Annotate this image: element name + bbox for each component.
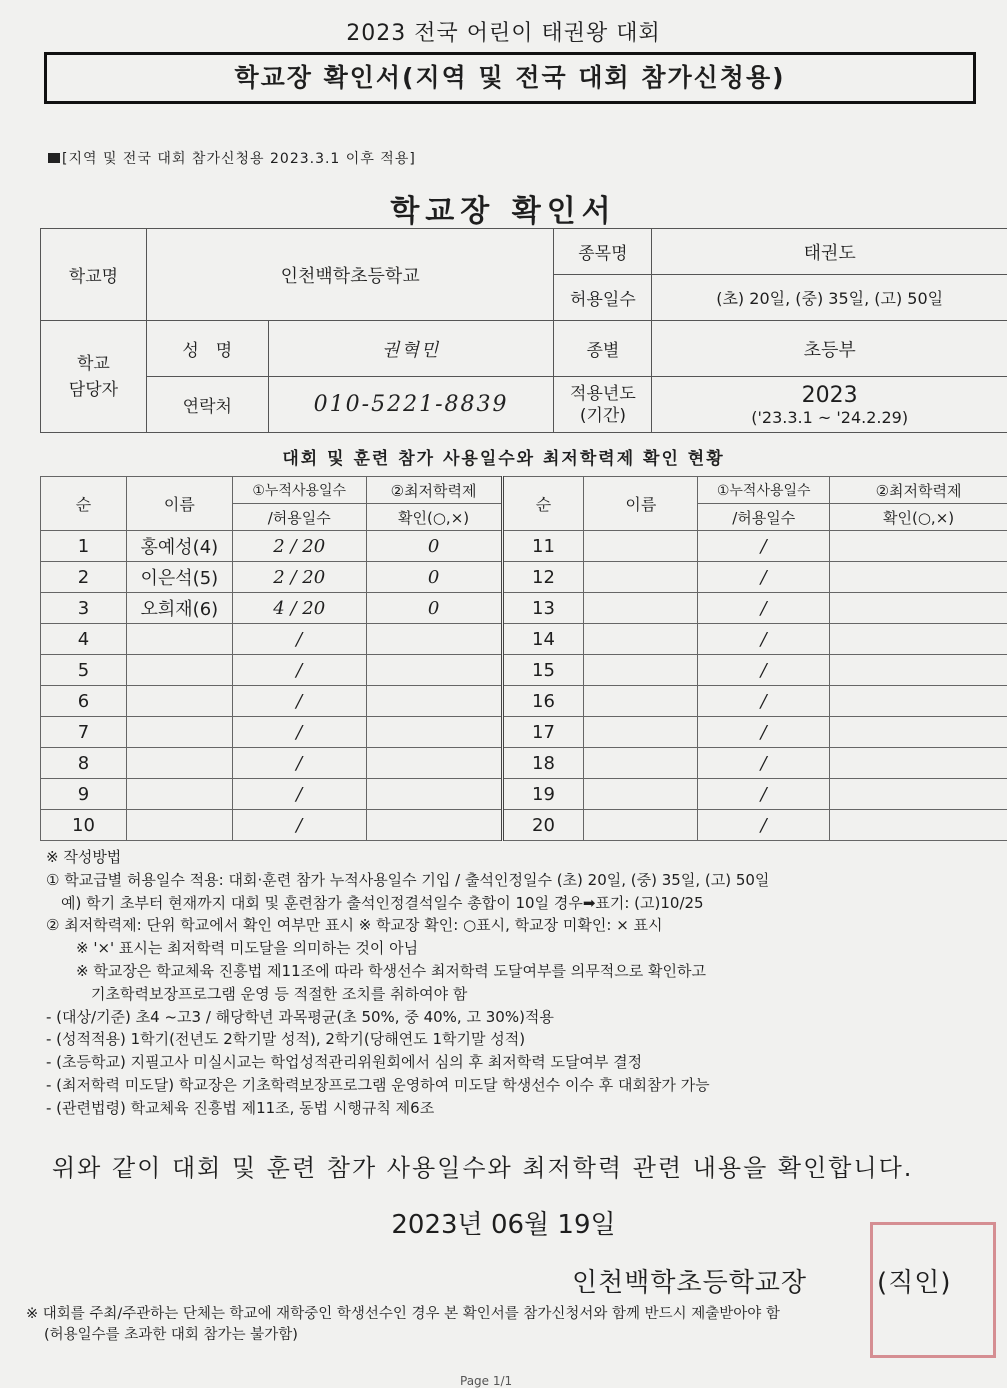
table-row bbox=[41, 624, 1007, 655]
academic-check bbox=[830, 779, 1007, 810]
student-name bbox=[584, 748, 698, 779]
seal-label: (직인) bbox=[877, 1268, 952, 1298]
row-number: 19 bbox=[502, 779, 584, 810]
days-used: / bbox=[698, 562, 830, 593]
section-title: 대회 및 훈련 참가 사용일수와 최저학력제 확인 현황 bbox=[0, 444, 1007, 469]
academic-check bbox=[366, 686, 502, 717]
student-name bbox=[126, 655, 232, 686]
student-name bbox=[584, 562, 698, 593]
days-used: / bbox=[232, 810, 366, 841]
footnote-line-2: (허용일수를 초과한 대회 참가는 불가함) bbox=[26, 1325, 780, 1346]
student-name: 홍예성(4) bbox=[126, 531, 232, 562]
days-used: / bbox=[698, 624, 830, 655]
event-title: 2023 전국 어린이 태권왕 대회 bbox=[0, 16, 1007, 47]
academic-check bbox=[366, 779, 502, 810]
row-number: 11 bbox=[502, 531, 584, 562]
square-bullet-icon bbox=[48, 153, 60, 163]
academic-check: 0 bbox=[366, 531, 502, 562]
row-number: 7 bbox=[41, 717, 127, 748]
manager-name-handwritten: 권혁민 bbox=[268, 321, 554, 377]
days-used: / bbox=[698, 779, 830, 810]
header-acad-left: ②최저학력제 bbox=[366, 477, 502, 504]
row-number: 8 bbox=[41, 748, 127, 779]
instruction-line: ※ 학교장은 학교체육 진흥법 제11조에 따라 학생선수 최저학력 도달여부를 의무적으로 확인하고 bbox=[46, 960, 996, 983]
signer-name: 인천백학초등학교장 bbox=[572, 1268, 807, 1298]
student-name bbox=[126, 810, 232, 841]
period-value: ('23.3.1 ~ '24.2.29) bbox=[652, 408, 1007, 427]
header-no-left: 순 bbox=[41, 477, 127, 531]
row-number: 4 bbox=[41, 624, 127, 655]
header-acad-left-sub: 확인(○,×) bbox=[366, 504, 502, 531]
academic-check bbox=[830, 717, 1007, 748]
header-acad-right-sub: 확인(○,×) bbox=[830, 504, 1007, 531]
row-number: 12 bbox=[502, 562, 584, 593]
year-cell bbox=[652, 377, 1007, 433]
days-used: / bbox=[698, 686, 830, 717]
academic-check: 0 bbox=[366, 562, 502, 593]
header-days-left: ①누적사용일수 bbox=[232, 477, 366, 504]
principal-signature-line bbox=[572, 1262, 952, 1299]
row-number: 18 bbox=[502, 748, 584, 779]
instruction-line: ※ 작성방법 bbox=[46, 846, 996, 869]
row-number: 14 bbox=[502, 624, 584, 655]
days-used: / bbox=[698, 810, 830, 841]
student-name bbox=[584, 810, 698, 841]
academic-check bbox=[830, 748, 1007, 779]
student-name bbox=[126, 779, 232, 810]
academic-check bbox=[830, 655, 1007, 686]
student-name bbox=[126, 624, 232, 655]
participation-table bbox=[40, 476, 1007, 841]
student-name bbox=[126, 748, 232, 779]
header-days-right-sub: /허용일수 bbox=[698, 504, 830, 531]
student-name: 이은석(5) bbox=[126, 562, 232, 593]
category-label: 종별 bbox=[554, 321, 652, 377]
row-number: 13 bbox=[502, 593, 584, 624]
student-name bbox=[584, 655, 698, 686]
days-used: / bbox=[232, 748, 366, 779]
row-number: 6 bbox=[41, 686, 127, 717]
academic-check bbox=[830, 624, 1007, 655]
header-days-left-sub: /허용일수 bbox=[232, 504, 366, 531]
student-name bbox=[126, 717, 232, 748]
applicability-notice bbox=[48, 148, 416, 168]
student-name bbox=[126, 686, 232, 717]
table-row bbox=[41, 717, 1007, 748]
row-number: 17 bbox=[502, 717, 584, 748]
header-name-left: 이름 bbox=[126, 477, 232, 531]
event-label: 종목명 bbox=[554, 229, 652, 275]
school-label: 학교명 bbox=[41, 229, 147, 321]
row-number: 10 bbox=[41, 810, 127, 841]
instruction-line: - (초등학교) 지필고사 미실시교는 학업성적관리위원회에서 심의 후 최저학력 도달여부 결정 bbox=[46, 1051, 996, 1074]
table-row bbox=[41, 810, 1007, 841]
name-label: 성 명 bbox=[146, 321, 268, 377]
academic-check bbox=[830, 593, 1007, 624]
student-name bbox=[584, 686, 698, 717]
notice-text: [지역 및 전국 대회 참가신청용 2023.3.1 이후 적용] bbox=[62, 151, 416, 167]
days-used: / bbox=[698, 655, 830, 686]
instruction-line: ※ '×' 표시는 최저학력 미도달을 의미하는 것이 아님 bbox=[46, 937, 996, 960]
row-number: 16 bbox=[502, 686, 584, 717]
event-value: 태권도 bbox=[652, 229, 1007, 275]
instruction-line: - (관련법령) 학교체육 진흥법 제11조, 동법 시행규칙 제6조 bbox=[46, 1097, 996, 1120]
table-row bbox=[41, 531, 1007, 562]
year-label: 적용년도 (기간) bbox=[554, 377, 652, 433]
table-row bbox=[41, 655, 1007, 686]
footnote-line-1: ※ 대회를 주최/주관하는 단체는 학교에 재학중인 학생선수인 경우 본 확인서를 참가신청서와 함께 반드시 제출받아야 함 bbox=[26, 1304, 780, 1325]
row-number: 5 bbox=[41, 655, 127, 686]
academic-check: 0 bbox=[366, 593, 502, 624]
days-used: / bbox=[232, 686, 366, 717]
manager-label: 학교 담당자 bbox=[41, 321, 147, 433]
row-number: 9 bbox=[41, 779, 127, 810]
page-number: Page 1/1 bbox=[460, 1374, 512, 1388]
table-row bbox=[41, 779, 1007, 810]
academic-check bbox=[830, 531, 1007, 562]
allowed-days-value: (초) 20일, (중) 35일, (고) 50일 bbox=[652, 275, 1007, 321]
table-row bbox=[41, 686, 1007, 717]
instruction-line: 예) 학기 초부터 현재까지 대회 및 훈련참가 출석인정결석일수 총합이 10일 경우➡표기: (고)10/25 bbox=[46, 892, 996, 915]
row-number: 1 bbox=[41, 531, 127, 562]
academic-check bbox=[366, 624, 502, 655]
days-used: / bbox=[232, 717, 366, 748]
days-used: / bbox=[698, 748, 830, 779]
contact-label: 연락처 bbox=[146, 377, 268, 433]
document-title: 학교장 확인서 bbox=[0, 186, 1007, 230]
table-row bbox=[41, 748, 1007, 779]
instructions bbox=[46, 846, 996, 1120]
academic-check bbox=[366, 810, 502, 841]
days-used: / bbox=[232, 624, 366, 655]
table-row bbox=[41, 562, 1007, 593]
academic-check bbox=[830, 810, 1007, 841]
header-name-right: 이름 bbox=[584, 477, 698, 531]
academic-check bbox=[366, 748, 502, 779]
days-used: 4 / 20 bbox=[232, 593, 366, 624]
instruction-line: ② 최저학력제: 단위 학교에서 확인 여부만 표시 ※ 학교장 확인: ○표시, 학교장 미확인: × 표시 bbox=[46, 914, 996, 937]
row-number: 3 bbox=[41, 593, 127, 624]
academic-check bbox=[830, 686, 1007, 717]
instruction-line: - (성적적용) 1학기(전년도 2학기말 성적), 2학기(당해연도 1학기말 성적) bbox=[46, 1028, 996, 1051]
allowed-days-label: 허용일수 bbox=[554, 275, 652, 321]
days-used: / bbox=[698, 717, 830, 748]
instruction-line: - (대상/기준) 초4 ~고3 / 해당학년 과목평균(초 50%, 중 40%, 고 30%)적용 bbox=[46, 1006, 996, 1029]
student-name bbox=[584, 593, 698, 624]
days-used: / bbox=[232, 779, 366, 810]
table-row bbox=[41, 593, 1007, 624]
info-table bbox=[40, 228, 1007, 433]
header-acad-right: ②최저학력제 bbox=[830, 477, 1007, 504]
row-number: 2 bbox=[41, 562, 127, 593]
student-name bbox=[584, 531, 698, 562]
footnote bbox=[26, 1304, 780, 1346]
instruction-line: - (최저학력 미도달) 학교장은 기초학력보장프로그램 운영하여 미도달 학생선수 이수 후 대회참가 가능 bbox=[46, 1074, 996, 1097]
student-name bbox=[584, 779, 698, 810]
year-value: 2023 bbox=[652, 383, 1007, 408]
student-name bbox=[584, 717, 698, 748]
header-days-right: ①누적사용일수 bbox=[698, 477, 830, 504]
instruction-line: ① 학교급별 허용일수 적용: 대회·훈련 참가 누적사용일수 기입 / 출석인정일수 (초) 20일, (중) 35일, (고) 50일 bbox=[46, 869, 996, 892]
student-name: 오희재(6) bbox=[126, 593, 232, 624]
contact-handwritten: 010-5221-8839 bbox=[268, 377, 554, 433]
instruction-line: 기초학력보장프로그램 운영 등 적절한 조치를 취하여야 함 bbox=[46, 983, 996, 1006]
confirmation-statement: 위와 같이 대회 및 훈련 참가 사용일수와 최저학력 관련 내용을 확인합니다. bbox=[52, 1148, 913, 1183]
days-used: / bbox=[698, 593, 830, 624]
days-used: 2 / 20 bbox=[232, 531, 366, 562]
academic-check bbox=[830, 562, 1007, 593]
header-no-right: 순 bbox=[502, 477, 584, 531]
academic-check bbox=[366, 717, 502, 748]
school-name: 인천백학초등학교 bbox=[146, 229, 554, 321]
form-title-box: 학교장 확인서(지역 및 전국 대회 참가신청용) bbox=[44, 52, 976, 104]
academic-check bbox=[366, 655, 502, 686]
issue-date: 2023년 06월 19일 bbox=[0, 1204, 1007, 1241]
student-name bbox=[584, 624, 698, 655]
days-used: / bbox=[232, 655, 366, 686]
row-number: 20 bbox=[502, 810, 584, 841]
category-value: 초등부 bbox=[652, 321, 1007, 377]
row-number: 15 bbox=[502, 655, 584, 686]
days-used: / bbox=[698, 531, 830, 562]
days-used: 2 / 20 bbox=[232, 562, 366, 593]
